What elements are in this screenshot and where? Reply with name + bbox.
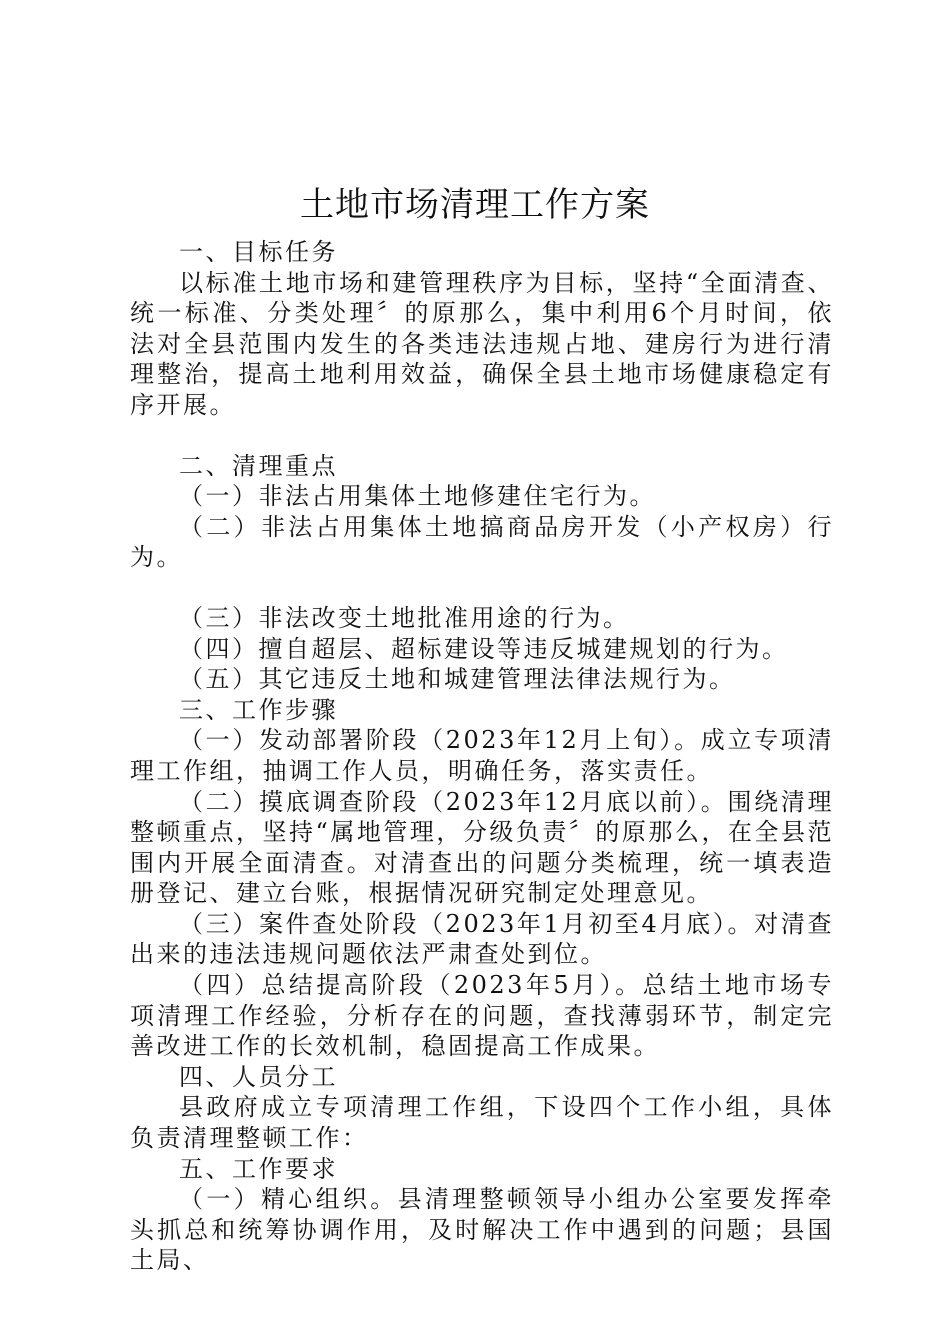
focus-item-1: （一）非法占用集体土地修建住宅行为。: [179, 482, 656, 511]
paragraph-goals: 以标准土地市场和建管理秩序为目标，坚持“全面清查、统一标准、分类处理〞的原那么，集中利用6个月时间，依法对全县范围内发生的各类违法违规占地、建房行为进行清理整治，提高土地利用效益，确保全县土地市场健康稳定有序开展。: [130, 268, 834, 419]
heading-goals: 一、目标任务: [179, 238, 338, 266]
heading-steps: 三、工作步骤: [179, 695, 338, 724]
heading-staffing: 四、人员分工: [179, 1062, 338, 1091]
paragraph-staffing: 县政府成立专项清理工作组，下设四个工作小组，具体负责清理整顿工作：: [130, 1093, 834, 1153]
requirement-1: （一）精心组织。县清理整顿领导小组办公室要发挥牵头抓总和统筹协调作用，及时解决工作中遇到的问题；县国土局、: [130, 1185, 834, 1275]
step-2: （二）摸底调查阶段（2023年12月底以前）。围绕清理整顿重点，坚持“属地管理，分级负责〞的原那么，在全县范围内开展全面清查。对清查出的问题分类梳理，统一填表造册登记、建立台账，根据情况研究制定处理意见。: [130, 787, 834, 908]
step-1: （一）发动部署阶段（2023年12月上旬）。成立专项清理工作组，抽调工作人员，明确任务，落实责任。: [130, 726, 834, 785]
document-title: 土地市场清理工作方案: [300, 185, 650, 225]
focus-item-5: （五）其它违反土地和城建管理法律法规行为。: [179, 665, 736, 694]
heading-requirements: 五、工作要求: [179, 1154, 338, 1183]
focus-item-3: （三）非法改变土地批准用途的行为。: [179, 603, 630, 632]
step-4: （四）总结提高阶段（2023年5月）。总结土地市场专项清理工作经验，分析存在的问题，查找薄弱环节，制定完善改进工作的长效机制，稳固提高工作成果。: [130, 971, 834, 1061]
step-3: （三）案件查处阶段（2023年1月初至4月底）。对清查出来的违法违规问题依法严肃查处到位。: [130, 909, 834, 969]
focus-item-2: （二）非法占用集体土地搞商品房开发（小产权房）行为。: [130, 512, 834, 572]
focus-item-4: （四）擅自超层、超标建设等违反城建规划的行为。: [179, 634, 789, 663]
document-body: [130, 237, 834, 1276]
heading-focus: 二、清理重点: [179, 451, 338, 480]
